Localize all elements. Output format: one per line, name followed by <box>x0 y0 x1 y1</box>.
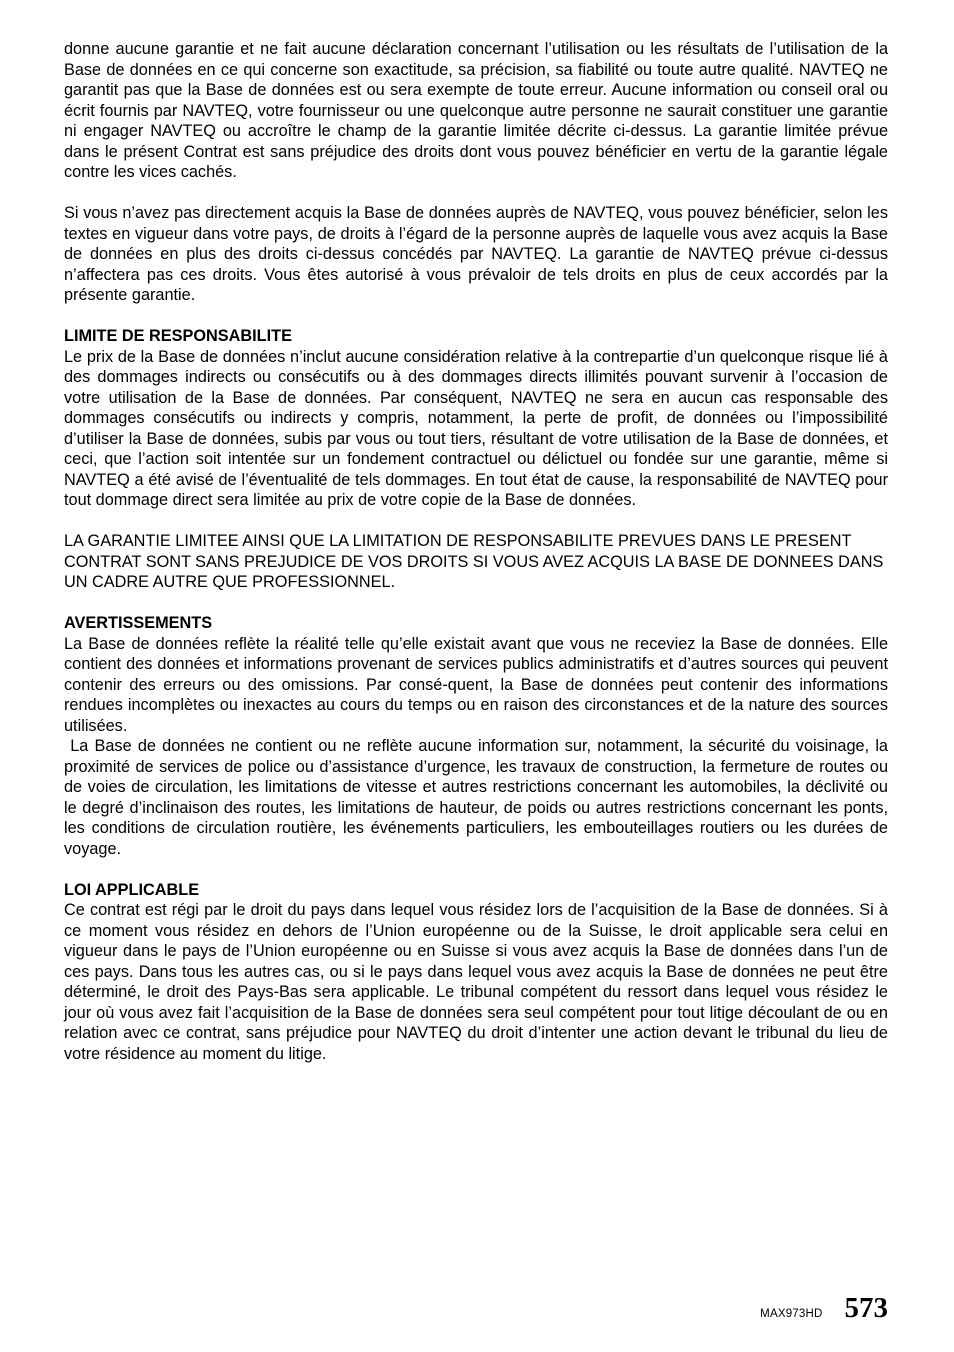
intro-paragraph-1: donne aucune garantie et ne fait aucune déclaration concernant l’utilisation ou les résultats de l’utilisation de la Base de données en ce qui concerne son exactitude, sa précision, sa fiabilité ou toute autre qualité. NAVTEQ ne garantit pas que la Base de données est ou sera exempte de toute erreur. Aucune information ou conseil oral ou écrit fournis par NAVTEQ, votre fournisseur ou une quelconque autre personne ne saurait constituer une garantie ni engager NAVTEQ ou accroître le champ de la garantie limitée décrite ci-dessus. La garantie limitée prévue dans le présent Contrat est sans préjudice des droits dont vous pouvez bénéficier en vertu de la garantie légale contre les vices cachés. <box>64 40 888 181</box>
paragraph-gap <box>64 306 888 327</box>
avertissements-paragraph-1: La Base de données reflète la réalité telle qu’elle existait avant que vous ne receviez la Base de données. Elle contient des données et informations provenant de services publics administratifs et d’autres sources qui peuvent contenir des erreurs ou des omissions. Par consé-quent, la Base de données peut contenir des informations rendues incomplètes ou inexactes au cours du temps ou en raison des circonstances et de la nature des sources utilisées. <box>64 634 888 735</box>
paragraph-gap <box>64 593 888 614</box>
limite-paragraph: Le prix de la Base de données n’inclut aucune considération relative à la contrepartie d’un quelconque risque lié à des dommages indirects ou consécutifs ou à des dommages directs illimités pouvant survenir à l’occasion de votre utilisation de la Base de données. Par conséquent, NAVTEQ ne sera en aucun cas responsable des dommages consécutifs ou indirects y compris, notamment, la perte de profit, de données ou l’impossibilité d’utiliser la Base de données, subis par vous ou tout tiers, résultant de votre utilisation de la Base de données, et ceci, que l’action soit intentée sur un fondement contractuel ou délictuel ou fondée sur une garantie, même si NAVTEQ a été avisé de l’éventualité de tels dommages. En tout état de cause, la responsabilité de NAVTEQ pour tout dommage direct sera limitée au prix de votre copie de la Base de données. <box>64 347 888 509</box>
page-number: 573 <box>844 1292 888 1324</box>
model-label: MAX973HD <box>760 1308 823 1320</box>
document-body <box>64 39 893 1064</box>
caps-paragraph: LA GARANTIE LIMITEE AINSI QUE LA LIMITATION DE RESPONSABILITE PREVUES DANS LE PRESENT CONTRAT SONT SANS PREJUDICE DE VOS DROITS SI VOUS AVEZ ACQUIS LA BASE DE DONNEES DANS UN CADRE AUTRE QUE PROFESSIONNEL. <box>64 532 884 591</box>
section-heading-limite: LIMITE DE RESPONSABILITE <box>64 327 292 345</box>
paragraph-gap <box>64 859 888 880</box>
loi-paragraph: Ce contrat est régi par le droit du pays dans lequel vous résidez lors de l’acquisition de la Base de données. Si à ce moment vous résidez en dehors de l’Union européenne ou de la Suisse, le droit applicable sera celui en vigueur dans le pays de l’Union européenne ou en Suisse si vous avez acquis la Base de données dans l’un de ces pays. Dans tous les autres cas, ou si le pays dans lequel vous avez acquis la Base de données ne peut être déterminé, le droit des Pays-Bas sera applicable. Le tribunal compétent du ressort dans lequel vous résidez le jour où vous avez fait l’acquisition de la Base de données sera seul compétent pour tout litige découlant de ou en relation avec ce contrat, sans préjudice pour NAVTEQ du droit d’intenter une action devant le tribunal du lieu de votre résidence au moment du litige. <box>64 901 888 1063</box>
section-heading-loi: LOI APPLICABLE <box>64 880 200 899</box>
intro-paragraph-2: Si vous n’avez pas directement acquis la Base de données auprès de NAVTEQ, vous pouvez bénéficier, selon les textes en vigueur dans votre pays, de droits à l’égard de la personne auprès de laquelle vous avez acquis la Base de données en plus des droits ci-dessus concédés par NAVTEQ. La garantie de NAVTEQ prévue ci-dessus n’affectera pas ces droits. Vous êtes autorisé à vous prévaloir de tels droits en plus de ceux accordés par la présente garantie. <box>64 204 888 304</box>
avertissements-paragraph-2: La Base de données ne contient ou ne reflète aucune information sur, notamment, la sécurité du voisinage, la proximité de services de police ou d’assistance d’urgence, les travaux de construction, la fermeture de routes ou de voies de circulation, les limitations de vitesse et autres restrictions concernant les automobiles, la déclivité ou le degré d’inclinaison des routes, les limitations de hauteur, de poids ou autres restrictions concernant les ponts, les conditions de circulation routière, les événements particuliers, les embouteillages routiers ou les durées de voyage. <box>64 737 893 858</box>
section-heading-avertissements: AVERTISSEMENTS <box>64 614 213 632</box>
paragraph-gap <box>64 511 888 532</box>
paragraph-gap <box>64 183 888 204</box>
page-footer <box>760 1292 888 1332</box>
